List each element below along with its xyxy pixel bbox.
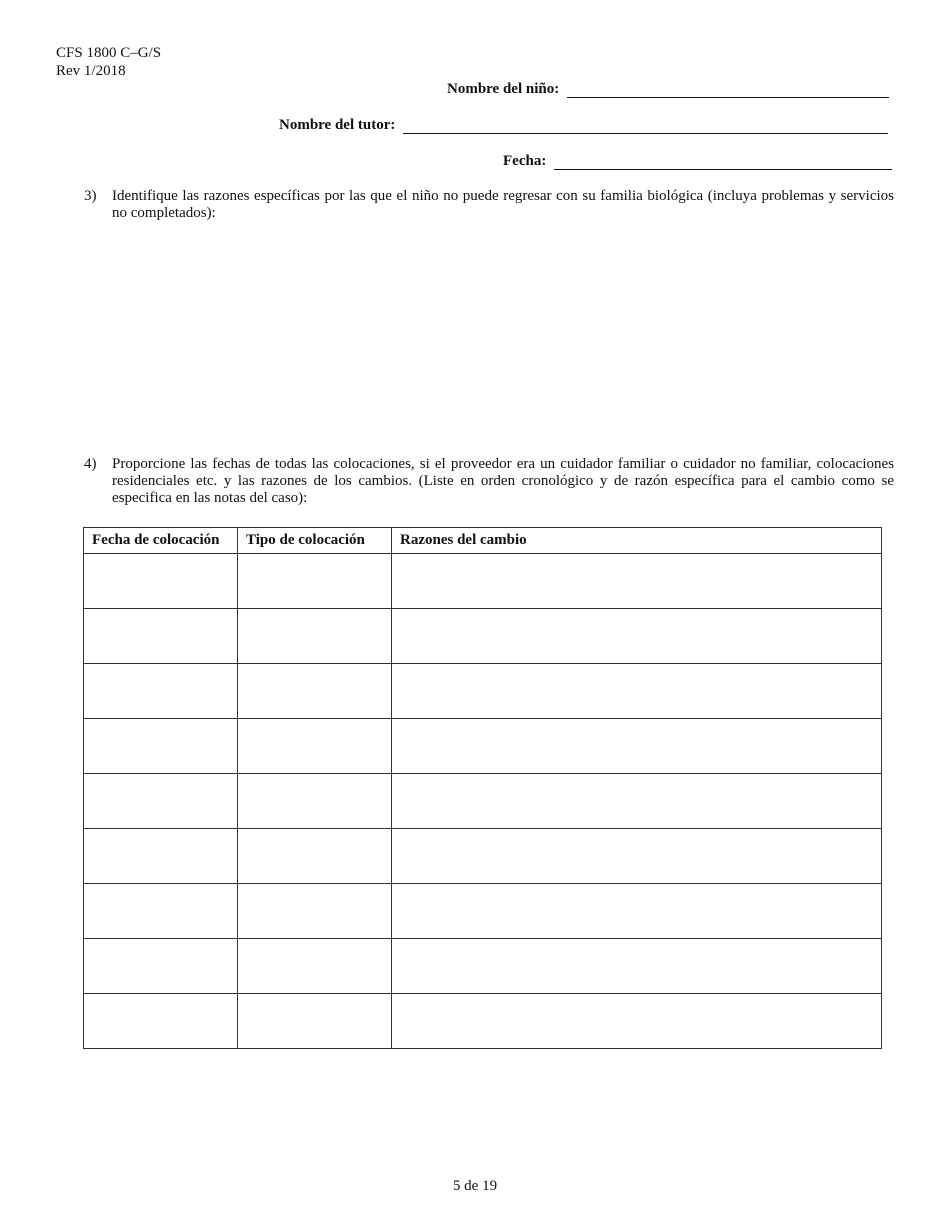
change-reason-cell[interactable] xyxy=(392,609,882,664)
date-row xyxy=(503,150,892,170)
placement-date-cell[interactable] xyxy=(84,994,238,1049)
placement-type-cell[interactable] xyxy=(238,554,392,609)
placement-date-cell[interactable] xyxy=(84,939,238,994)
change-reason-cell[interactable] xyxy=(392,884,882,939)
table-header-row xyxy=(84,528,882,554)
placement-type-cell[interactable] xyxy=(238,719,392,774)
change-reason-cell[interactable] xyxy=(392,554,882,609)
date-field[interactable] xyxy=(554,151,892,170)
change-reason-cell[interactable] xyxy=(392,719,882,774)
table-row xyxy=(84,664,882,719)
change-reason-cell[interactable] xyxy=(392,994,882,1049)
question-number: 4) xyxy=(84,456,97,472)
question-number: 3) xyxy=(84,188,97,204)
placement-type-cell[interactable] xyxy=(238,609,392,664)
column-header-placement-type: Tipo de colocación xyxy=(238,528,392,554)
placement-date-cell[interactable] xyxy=(84,829,238,884)
placement-type-cell[interactable] xyxy=(238,829,392,884)
placement-date-cell[interactable] xyxy=(84,774,238,829)
placement-date-cell[interactable] xyxy=(84,609,238,664)
column-header-change-reasons: Razones del cambio xyxy=(392,528,882,554)
form-revision: Rev 1/2018 xyxy=(56,63,126,79)
change-reason-cell[interactable] xyxy=(392,829,882,884)
child-name-field[interactable] xyxy=(567,79,889,98)
placement-date-cell[interactable] xyxy=(84,719,238,774)
form-identifier xyxy=(56,44,161,80)
guardian-name-row xyxy=(279,114,888,134)
table-row xyxy=(84,609,882,664)
question-text: Identifique las razones específicas por las que el niño no puede regresar con su familia biológica (incluya problemas y servicios no completados): xyxy=(112,188,894,221)
placement-type-cell[interactable] xyxy=(238,664,392,719)
change-reason-cell[interactable] xyxy=(392,774,882,829)
table-row xyxy=(84,774,882,829)
placement-date-cell[interactable] xyxy=(84,554,238,609)
placement-type-cell[interactable] xyxy=(238,939,392,994)
table-row xyxy=(84,939,882,994)
question-4 xyxy=(84,456,894,507)
date-label: Fecha: xyxy=(503,153,547,169)
guardian-name-label: Nombre del tutor: xyxy=(279,117,396,133)
question-text: Proporcione las fechas de todas las colocaciones, si el proveedor era un cuidador familiar o cuidador no familiar, colocaciones residenciales etc. y las razones de los cambios. (Liste en orden cronológico y de razón específica para el cambio como se especifica en las notas del caso): xyxy=(112,456,894,506)
question-3 xyxy=(84,188,894,222)
table-row xyxy=(84,884,882,939)
table-row xyxy=(84,554,882,609)
child-name-label: Nombre del niño: xyxy=(447,81,560,97)
table-row xyxy=(84,994,882,1049)
placement-type-cell[interactable] xyxy=(238,994,392,1049)
change-reason-cell[interactable] xyxy=(392,939,882,994)
form-code: CFS 1800 C–G/S xyxy=(56,45,162,61)
placement-type-cell[interactable] xyxy=(238,774,392,829)
column-header-placement-date: Fecha de colocación xyxy=(84,528,238,554)
change-reason-cell[interactable] xyxy=(392,664,882,719)
placements-table xyxy=(83,527,882,1049)
table-row xyxy=(84,829,882,884)
child-name-row xyxy=(447,78,889,98)
placement-date-cell[interactable] xyxy=(84,664,238,719)
placement-date-cell[interactable] xyxy=(84,884,238,939)
table-row xyxy=(84,719,882,774)
placement-type-cell[interactable] xyxy=(238,884,392,939)
page-number: 5 de 19 xyxy=(452,1178,498,1194)
guardian-name-field[interactable] xyxy=(403,115,888,134)
